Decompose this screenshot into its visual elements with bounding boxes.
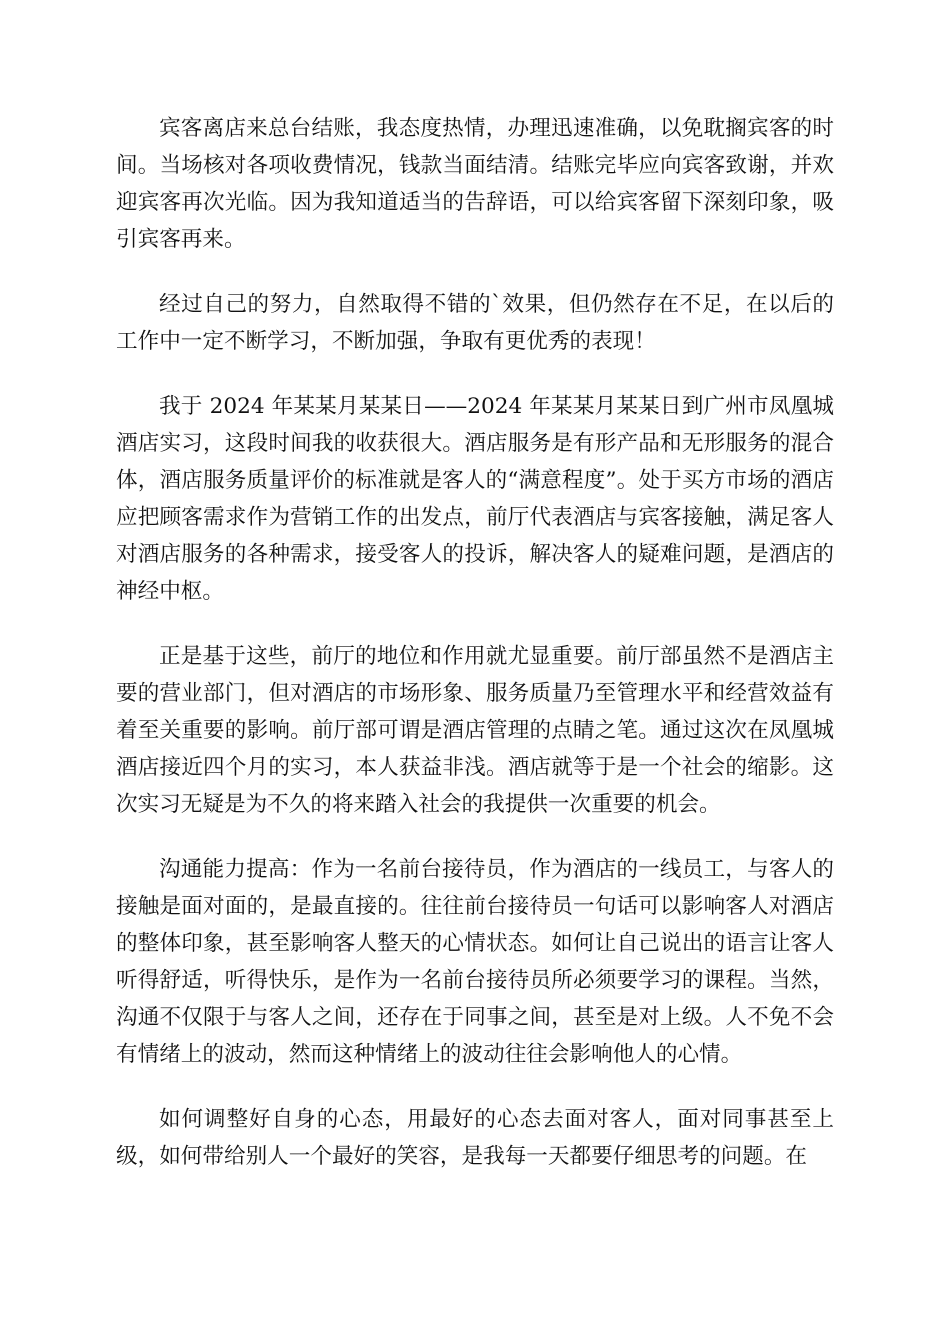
paragraph-checkout: 宾客离店来总台结账，我态度热情，办理迅速准确，以免耽搁宾客的时间。当场核对各项收费情况，钱款当面结清。结账完毕应向宾客致谢，并欢迎宾客再次光临。因为我知道适当的告辞语，可以给宾客留下深刻印象，吸引宾客再来。 (116, 116, 834, 252)
paragraph-attitude: 如何调整好自身的心态，用最好的心态去面对客人，面对同事甚至上级，如何带给别人一个最好的笑容，是我每一天都要仔细思考的问题。在 (116, 1107, 834, 1169)
paragraph-communication: 沟通能力提高：作为一名前台接待员，作为酒店的一线员工，与客人的接触是面对面的，是最直接的。往往前台接待员一句话可以影响客人对酒店的整体印象，甚至影响客人整天的心情状态。如何让自己说出的语言让客人听得舒适，听得快乐，是作为一名前台接待员所必须要学习的课程。当然，沟通不仅限于与客人之间，还存在于同事之间，甚至是对上级。人不免不会有情绪上的波动，然而这种情绪上的波动往往会影响他人的心情。 (116, 857, 834, 1067)
paragraph-internship-intro: 我于 2024 年某某月某某日——2024 年某某月某某日到广州市凤凰城酒店实习，这段时间我的收获很大。酒店服务是有形产品和无形服务的混合体，酒店服务质量评价的标准就是客人的“满意程度”。处于买方市场的酒店应把顾客需求作为营销工作的出发点，前厅代表酒店与宾客接触，满足客人对酒店服务的各种需求，接受客人的投诉，解决客人的疑难问题，是酒店的神经中枢。 (116, 394, 834, 604)
document-body (116, 110, 834, 1203)
paragraph-front-office-role: 正是基于这些，前厅的地位和作用就尤显重要。前厅部虽然不是酒店主要的营业部门，但对酒店的市场形象、服务质量乃至管理水平和经营效益有着至关重要的影响。前厅部可谓是酒店管理的点睛之笔。通过这次在凤凰城酒店接近四个月的实习，本人获益非浅。酒店就等于是一个社会的缩影。这次实习无疑是为不久的将来踏入社会的我提供一次重要的机会。 (116, 644, 834, 817)
paragraph-summary: 经过自己的努力，自然取得不错的`效果，但仍然存在不足，在以后的工作中一定不断学习，不断加强，争取有更优秀的表现！ (116, 292, 834, 354)
